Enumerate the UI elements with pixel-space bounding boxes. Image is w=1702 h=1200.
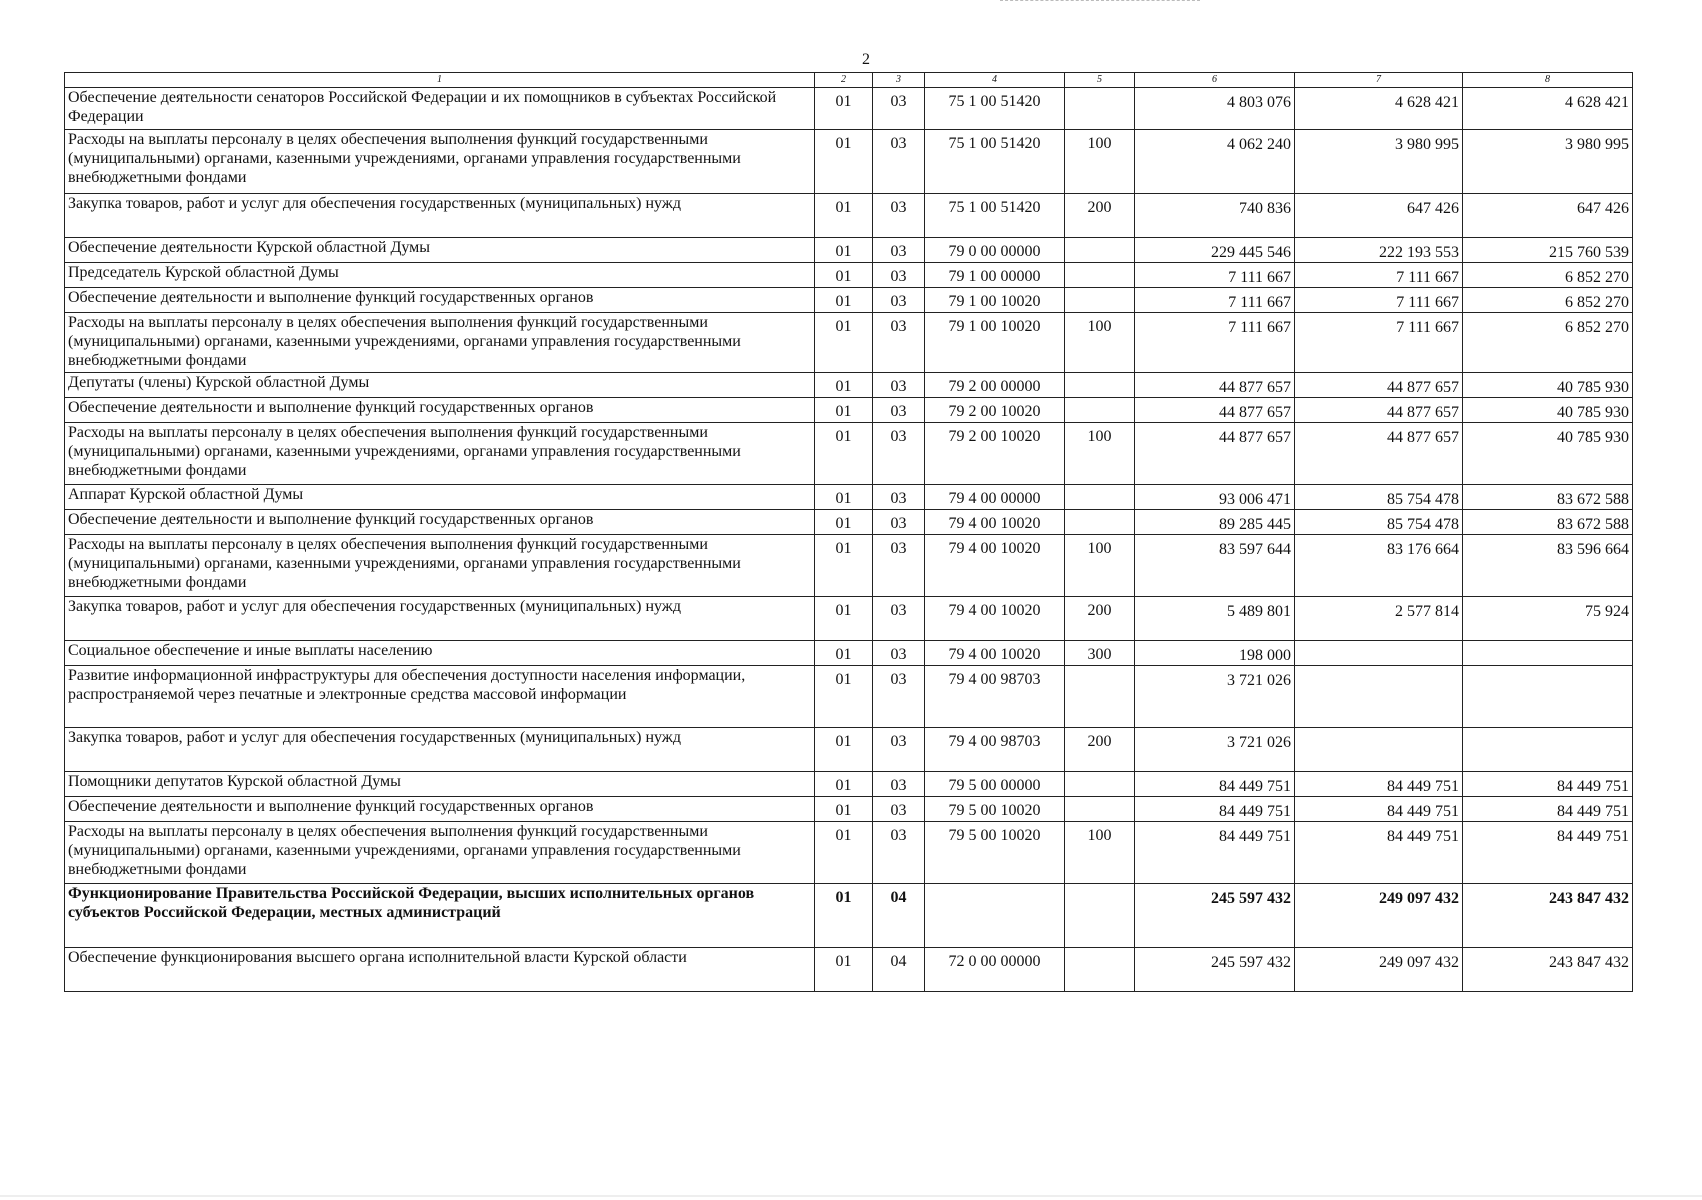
subsection-code: 03	[873, 313, 925, 373]
target-article-code: 75 1 00 51420	[925, 88, 1065, 130]
table-row	[65, 485, 1633, 510]
target-article-code: 79 4 00 98703	[925, 728, 1065, 772]
subsection-code: 03	[873, 130, 925, 194]
expense-type-code	[1065, 772, 1135, 797]
expense-type-code: 100	[1065, 313, 1135, 373]
amount-column-8: 40 785 930	[1463, 373, 1633, 398]
expense-type-code: 100	[1065, 535, 1135, 597]
target-article-code: 79 5 00 10020	[925, 822, 1065, 884]
subsection-code: 04	[873, 948, 925, 992]
column-header: 5	[1065, 73, 1135, 88]
expense-type-code	[1065, 288, 1135, 313]
amount-column-8: 84 449 751	[1463, 797, 1633, 822]
amount-column-7: 7 111 667	[1295, 263, 1463, 288]
amount-column-8	[1463, 666, 1633, 728]
table-row	[65, 313, 1633, 373]
subsection-code: 03	[873, 263, 925, 288]
amount-column-6: 44 877 657	[1135, 398, 1295, 423]
target-article-code: 79 5 00 00000	[925, 772, 1065, 797]
amount-column-6: 245 597 432	[1135, 884, 1295, 948]
target-article-code: 79 2 00 10020	[925, 398, 1065, 423]
table-row	[65, 535, 1633, 597]
column-header: 2	[815, 73, 873, 88]
target-article-code: 79 4 00 10020	[925, 597, 1065, 641]
expense-type-code: 200	[1065, 728, 1135, 772]
amount-column-7: 2 577 814	[1295, 597, 1463, 641]
section-code: 01	[815, 88, 873, 130]
amount-column-6: 4 803 076	[1135, 88, 1295, 130]
budget-item-name: Обеспечение деятельности и выполнение функций государственных органов	[65, 797, 815, 822]
section-code: 01	[815, 485, 873, 510]
amount-column-8: 75 924	[1463, 597, 1633, 641]
target-article-code: 79 1 00 10020	[925, 288, 1065, 313]
table-row	[65, 772, 1633, 797]
section-code: 01	[815, 797, 873, 822]
amount-column-6: 44 877 657	[1135, 423, 1295, 485]
expense-type-code: 100	[1065, 130, 1135, 194]
section-code: 01	[815, 398, 873, 423]
subsection-code: 03	[873, 238, 925, 263]
subsection-code: 03	[873, 535, 925, 597]
column-header-row	[65, 73, 1633, 88]
expense-type-code	[1065, 238, 1135, 263]
section-code: 01	[815, 238, 873, 263]
section-code: 01	[815, 772, 873, 797]
table-row	[65, 130, 1633, 194]
page-number: 2	[862, 51, 870, 68]
expense-type-code: 300	[1065, 641, 1135, 666]
target-article-code: 75 1 00 51420	[925, 194, 1065, 238]
amount-column-6: 44 877 657	[1135, 373, 1295, 398]
budget-item-name: Расходы на выплаты персоналу в целях обеспечения выполнения функций государственными (муниципальными) органами, казенными учреждениями, органами управления государственными внебюджетными фондами	[65, 822, 815, 884]
section-code: 01	[815, 288, 873, 313]
budget-item-name: Обеспечение функционирования высшего органа исполнительной власти Курской области	[65, 948, 815, 992]
table-row	[65, 948, 1633, 992]
table-row	[65, 510, 1633, 535]
target-article-code: 79 4 00 98703	[925, 666, 1065, 728]
amount-column-7: 84 449 751	[1295, 772, 1463, 797]
section-code: 01	[815, 948, 873, 992]
amount-column-6: 83 597 644	[1135, 535, 1295, 597]
amount-column-6: 84 449 751	[1135, 772, 1295, 797]
table-row	[65, 373, 1633, 398]
expense-type-code	[1065, 884, 1135, 948]
subsection-code: 03	[873, 822, 925, 884]
amount-column-6: 245 597 432	[1135, 948, 1295, 992]
scan-edge	[0, 1195, 1702, 1197]
target-article-code: 79 5 00 10020	[925, 797, 1065, 822]
expense-type-code	[1065, 263, 1135, 288]
column-header: 8	[1463, 73, 1633, 88]
section-code: 01	[815, 423, 873, 485]
expense-type-code	[1065, 398, 1135, 423]
subsection-code: 03	[873, 797, 925, 822]
expense-type-code	[1065, 797, 1135, 822]
amount-column-6: 3 721 026	[1135, 666, 1295, 728]
expense-type-code: 100	[1065, 423, 1135, 485]
target-article-code: 79 4 00 00000	[925, 485, 1065, 510]
budget-item-name: Обеспечение деятельности и выполнение функций государственных органов	[65, 510, 815, 535]
expense-type-code: 100	[1065, 822, 1135, 884]
section-code: 01	[815, 313, 873, 373]
budget-item-name: Обеспечение деятельности Курской областной Думы	[65, 238, 815, 263]
amount-column-7: 7 111 667	[1295, 313, 1463, 373]
section-code: 01	[815, 263, 873, 288]
amount-column-7	[1295, 641, 1463, 666]
amount-column-8: 83 596 664	[1463, 535, 1633, 597]
table-row	[65, 641, 1633, 666]
amount-column-6: 84 449 751	[1135, 822, 1295, 884]
amount-column-6: 84 449 751	[1135, 797, 1295, 822]
section-code: 01	[815, 194, 873, 238]
amount-column-8: 3 980 995	[1463, 130, 1633, 194]
subsection-code: 03	[873, 398, 925, 423]
budget-item-name: Аппарат Курской областной Думы	[65, 485, 815, 510]
amount-column-8: 83 672 588	[1463, 510, 1633, 535]
column-header: 1	[65, 73, 815, 88]
budget-item-name: Депутаты (члены) Курской областной Думы	[65, 373, 815, 398]
target-article-code: 79 1 00 00000	[925, 263, 1065, 288]
subsection-code: 03	[873, 666, 925, 728]
table-row	[65, 398, 1633, 423]
budget-item-name: Закупка товаров, работ и услуг для обеспечения государственных (муниципальных) нужд	[65, 194, 815, 238]
expense-type-code	[1065, 485, 1135, 510]
amount-column-6: 229 445 546	[1135, 238, 1295, 263]
amount-column-8: 84 449 751	[1463, 822, 1633, 884]
budget-item-name: Расходы на выплаты персоналу в целях обеспечения выполнения функций государственными (муниципальными) органами, казенными учреждениями, органами управления государственными внебюджетными фондами	[65, 130, 815, 194]
table-row	[65, 238, 1633, 263]
target-article-code: 79 2 00 00000	[925, 373, 1065, 398]
amount-column-7: 7 111 667	[1295, 288, 1463, 313]
amount-column-7: 44 877 657	[1295, 423, 1463, 485]
amount-column-7: 85 754 478	[1295, 485, 1463, 510]
section-code: 01	[815, 373, 873, 398]
expense-type-code	[1065, 373, 1135, 398]
amount-column-7: 44 877 657	[1295, 398, 1463, 423]
budget-item-name: Расходы на выплаты персоналу в целях обеспечения выполнения функций государственными (муниципальными) органами, казенными учреждениями, органами управления государственными внебюджетными фондами	[65, 423, 815, 485]
column-header: 4	[925, 73, 1065, 88]
amount-column-8: 84 449 751	[1463, 772, 1633, 797]
expense-type-code: 200	[1065, 194, 1135, 238]
table-row	[65, 822, 1633, 884]
budget-item-name: Закупка товаров, работ и услуг для обеспечения государственных (муниципальных) нужд	[65, 597, 815, 641]
amount-column-7	[1295, 666, 1463, 728]
section-code: 01	[815, 728, 873, 772]
section-code: 01	[815, 666, 873, 728]
column-header: 7	[1295, 73, 1463, 88]
column-header: 6	[1135, 73, 1295, 88]
target-article-code: 79 2 00 10020	[925, 423, 1065, 485]
amount-column-8: 6 852 270	[1463, 263, 1633, 288]
section-code: 01	[815, 130, 873, 194]
amount-column-6: 4 062 240	[1135, 130, 1295, 194]
budget-item-name: Расходы на выплаты персоналу в целях обеспечения выполнения функций государственными (муниципальными) органами, казенными учреждениями, органами управления государственными внебюджетными фондами	[65, 535, 815, 597]
amount-column-6: 5 489 801	[1135, 597, 1295, 641]
amount-column-8	[1463, 641, 1633, 666]
amount-column-7: 4 628 421	[1295, 88, 1463, 130]
amount-column-7: 647 426	[1295, 194, 1463, 238]
table-row	[65, 194, 1633, 238]
expense-type-code	[1065, 510, 1135, 535]
subsection-code: 03	[873, 288, 925, 313]
amount-column-7: 84 449 751	[1295, 822, 1463, 884]
table-row	[65, 884, 1633, 948]
subsection-code: 03	[873, 423, 925, 485]
amount-column-7: 249 097 432	[1295, 948, 1463, 992]
budget-item-name: Председатель Курской областной Думы	[65, 263, 815, 288]
amount-column-8: 243 847 432	[1463, 948, 1633, 992]
budget-item-name: Помощники депутатов Курской областной Думы	[65, 772, 815, 797]
section-code: 01	[815, 884, 873, 948]
budget-table	[64, 72, 1633, 992]
amount-column-7: 44 877 657	[1295, 373, 1463, 398]
budget-item-name: Развитие информационной инфраструктуры для обеспечения доступности населения информации, распространяемой через печатные и электронные средства массовой информации	[65, 666, 815, 728]
budget-item-name: Обеспечение деятельности сенаторов Российской Федерации и их помощников в субъектах Российской Федерации	[65, 88, 815, 130]
amount-column-7: 222 193 553	[1295, 238, 1463, 263]
amount-column-6: 7 111 667	[1135, 313, 1295, 373]
amount-column-8: 4 628 421	[1463, 88, 1633, 130]
amount-column-7	[1295, 728, 1463, 772]
section-code: 01	[815, 822, 873, 884]
budget-item-name: Функционирование Правительства Российской Федерации, высших исполнительных органов субъектов Российской Федерации, местных администраций	[65, 884, 815, 948]
scan-artifact-line	[1000, 0, 1200, 2]
section-code: 01	[815, 641, 873, 666]
target-article-code	[925, 884, 1065, 948]
target-article-code: 75 1 00 51420	[925, 130, 1065, 194]
amount-column-8: 6 852 270	[1463, 288, 1633, 313]
amount-column-7: 249 097 432	[1295, 884, 1463, 948]
amount-column-8: 647 426	[1463, 194, 1633, 238]
subsection-code: 03	[873, 373, 925, 398]
subsection-code: 04	[873, 884, 925, 948]
section-code: 01	[815, 510, 873, 535]
section-code: 01	[815, 535, 873, 597]
amount-column-7: 85 754 478	[1295, 510, 1463, 535]
amount-column-8: 40 785 930	[1463, 398, 1633, 423]
column-header: 3	[873, 73, 925, 88]
expense-type-code: 200	[1065, 597, 1135, 641]
subsection-code: 03	[873, 597, 925, 641]
amount-column-6: 7 111 667	[1135, 288, 1295, 313]
amount-column-7: 83 176 664	[1295, 535, 1463, 597]
amount-column-6: 7 111 667	[1135, 263, 1295, 288]
amount-column-7: 84 449 751	[1295, 797, 1463, 822]
amount-column-6: 198 000	[1135, 641, 1295, 666]
target-article-code: 79 4 00 10020	[925, 510, 1065, 535]
expense-type-code	[1065, 666, 1135, 728]
table-row	[65, 423, 1633, 485]
amount-column-6: 89 285 445	[1135, 510, 1295, 535]
budget-item-name: Закупка товаров, работ и услуг для обеспечения государственных (муниципальных) нужд	[65, 728, 815, 772]
amount-column-6: 740 836	[1135, 194, 1295, 238]
subsection-code: 03	[873, 88, 925, 130]
amount-column-8: 6 852 270	[1463, 313, 1633, 373]
budget-item-name: Обеспечение деятельности и выполнение функций государственных органов	[65, 398, 815, 423]
amount-column-8: 83 672 588	[1463, 485, 1633, 510]
subsection-code: 03	[873, 510, 925, 535]
subsection-code: 03	[873, 641, 925, 666]
target-article-code: 72 0 00 00000	[925, 948, 1065, 992]
budget-item-name: Расходы на выплаты персоналу в целях обеспечения выполнения функций государственными (муниципальными) органами, казенными учреждениями, органами управления государственными внебюджетными фондами	[65, 313, 815, 373]
target-article-code: 79 4 00 10020	[925, 535, 1065, 597]
table-row	[65, 263, 1633, 288]
amount-column-8	[1463, 728, 1633, 772]
table-row	[65, 597, 1633, 641]
amount-column-8: 215 760 539	[1463, 238, 1633, 263]
subsection-code: 03	[873, 194, 925, 238]
target-article-code: 79 0 00 00000	[925, 238, 1065, 263]
amount-column-6: 3 721 026	[1135, 728, 1295, 772]
amount-column-7: 3 980 995	[1295, 130, 1463, 194]
amount-column-8: 40 785 930	[1463, 423, 1633, 485]
subsection-code: 03	[873, 772, 925, 797]
amount-column-8: 243 847 432	[1463, 884, 1633, 948]
subsection-code: 03	[873, 485, 925, 510]
table-row	[65, 797, 1633, 822]
expense-type-code	[1065, 948, 1135, 992]
budget-item-name: Обеспечение деятельности и выполнение функций государственных органов	[65, 288, 815, 313]
subsection-code: 03	[873, 728, 925, 772]
target-article-code: 79 1 00 10020	[925, 313, 1065, 373]
amount-column-6: 93 006 471	[1135, 485, 1295, 510]
table-row	[65, 728, 1633, 772]
budget-item-name: Социальное обеспечение и иные выплаты населению	[65, 641, 815, 666]
table-row	[65, 288, 1633, 313]
target-article-code: 79 4 00 10020	[925, 641, 1065, 666]
section-code: 01	[815, 597, 873, 641]
table-row	[65, 666, 1633, 728]
expense-type-code	[1065, 88, 1135, 130]
table-row	[65, 88, 1633, 130]
